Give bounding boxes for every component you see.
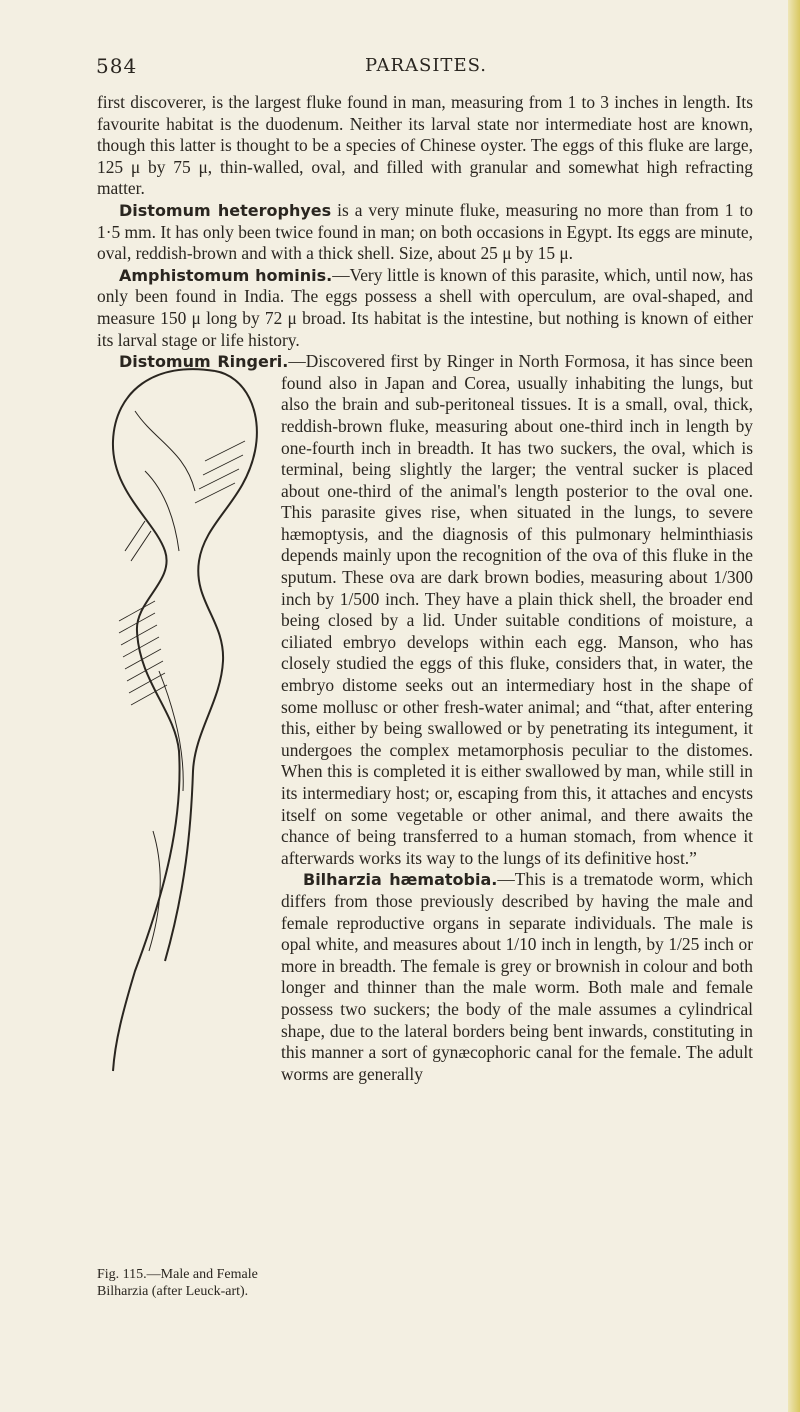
figure-caption: Fig. 115.—Male and Female Bilharzia (after Leuck-art). <box>97 1267 258 1299</box>
term-distomum-heterophyes: Distomum heterophyes <box>119 200 332 220</box>
term-amphistomum-hominis: Amphistomum hominis. <box>119 265 333 285</box>
page-number: 584 <box>96 54 138 78</box>
paragraph-3-text: —Very little is known of this parasite, which, until now, has only been found in India. The eggs possess a shell with operculum, are oval-shaped, and measure 150 μ long by 72 μ broad. Its habitat is the intestine, but nothing is known of either its larval stage or life history. <box>97 264 753 350</box>
page-edge <box>788 0 800 1412</box>
bilharzia-illustration-icon <box>95 351 267 1081</box>
term-distomum-ringeri: Distomum Ringeri. <box>119 352 289 372</box>
term-bilharzia-haematobia: Bilharzia hæmatobia. <box>303 870 498 890</box>
body-text <box>97 92 753 1085</box>
running-title: PARASITES. <box>364 55 487 76</box>
paragraph-4-text: —Discovered first by Ringer in North Formosa, it has since been found also in Japan and Corea, usually inhabiting the lungs, but also the brain and sub-peritoneal tissues. It is a small, oval, thick, reddish-brown fluke, measuring about one-third inch in length by one-fourth inch in breadth. It has two suckers, the oval, which is terminal, being slightly the larger; the ventral sucker is placed about one-third of the animal's length posterior to the oval one. This parasite gives rise, when situated in the lungs, to severe hæmoptysis, and the diagnosis of this pulmonary helminthiasis depends mainly upon the recognition of the ova of this fluke in the sputum. These ova are dark brown bodies, measuring about 1/300 inch by 1/500 inch. They have a plain thick shell, the broader end being closed by a lid. Under suitable conditions of moisture, a ciliated embryo develops within each egg. Manson, who has closely studied the eggs of this fluke, considers that, in water, the embryo distome seeks out an intermediary host in the shape of some mollusc or other fresh-water animal; and “that, after entering this, either by being swallowed or by penetrating its integument, it undergoes the complex metamorphosis peculiar to the distomes. When this is completed it is either swallowed by man, while still in its intermediary host; or, escaping from this, it attaches and encysts itself on some vegetable or other animal, and there awaits the chance of being transferred to a human stomach, from whence it afterwards works its way to the lungs of its definitive host.” <box>281 351 754 868</box>
paragraph-4 <box>97 351 753 869</box>
paragraph-1: first discoverer, is the largest fluke found in man, measuring from 1 to 3 inches in length. Its favourite habitat is the duodenum. Neither its larval state nor intermediate host are known, though this latter is thought to be a species of Chinese oyster. The eggs of this fluke are large, 125 μ by 75 μ, thin-walled, oval, and filled with granular and somewhat high refracting matter. <box>97 92 753 199</box>
paragraph-3 <box>97 265 753 351</box>
page-header <box>96 54 756 84</box>
paragraph-5-text: —This is a trematode worm, which differs from those previously described by having the male and female reproductive organs in separate individuals. The male is opal white, and measures about 1/10 inch in length, by 1/25 inch or more in breadth. The female is grey or brownish in colour and both longer and thinner than the male worm. Both male and female possess two suckers; the body of the male assumes a cylindrical shape, due to the lateral borders being bent inwards, constituting in this manner a sort of gynæcophoric canal for the female. The adult worms are generally <box>281 869 753 1084</box>
paragraph-2 <box>97 200 753 265</box>
paragraph-2-text: is a very minute fluke, measuring no more than from 1 to 1·5 mm. It has only been twice found in man; on both occasions in Egypt. Its eggs are minute, oval, reddish-brown and with a thick shell. Size, about 25 μ by 15 μ. <box>97 199 753 264</box>
